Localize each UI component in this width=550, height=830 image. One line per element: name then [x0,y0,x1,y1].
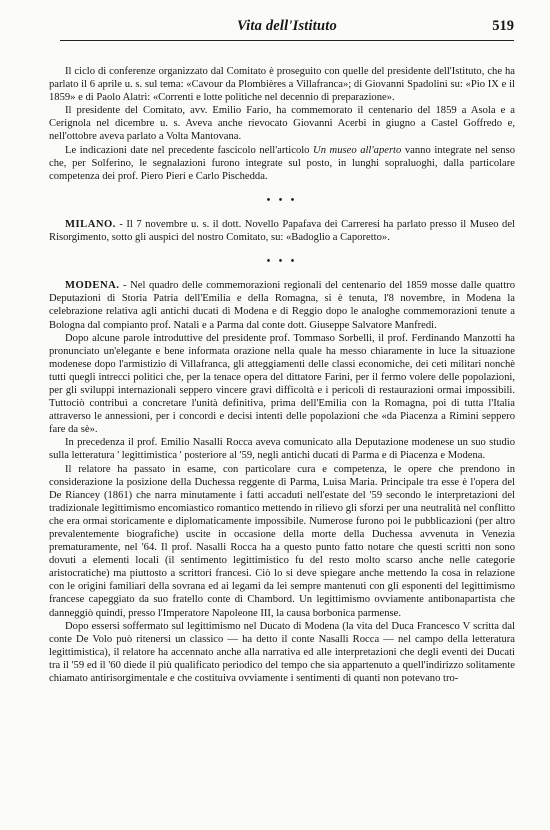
paragraph-milano: MILANO. - Il 7 novembre u. s. il dott. Novello Papafava dei Carreresi ha parlato presso il Museo del Risorgimento, sotto gli auspici del nostro Comitato, su: «Badoglio a Caporetto». [49,218,515,244]
paragraph: Il relatore ha passato in esame, con particolare cura e competenza, le opere che prendono in considerazione la posizione della Duchessa reggente di Parma, Luisa Maria. Principale tra esse è l'opera del De Riancey (1861) che narra minutamente i fatti accaduti nell'estate del '59 secondo le interpretazioni del tradizionale legittimismo encomiastico romantico mettendo in rilievo gli sforzi per una neutralità nel conflitto che era ormai storicamente e diplomaticamente impossibile. Numerose furono poi le pubblicazioni (per altro prevalentemente biografiche) uscite in occasione della morte della Duchessa avvenuta in Venezia prematuramente, nel '64. Il prof. Nasalli Rocca ha a questo punto fatto notare che questi scritti non sono dovuti a elementi locali (il sentimento legittimistico fu del resto molto scarso anche nelle categorie aristocratiche) ma piuttosto a scrittori francesi. Ciò lo si deve spiegare anche mettendo la cosa in relazione con le origini familiari della sovrana ed ai legami da lei sempre mantenuti con gli esponenti del legittimismo francese capeggiato da suo fratello conte di Chambord. Un legittimismo ovviamente antibonapartista che danneggiò quindi, presso l'Imperatore Napoleone III, la causa borbonica parmense. [49,463,515,619]
paragraph: Dopo essersi soffermato sul legittimismo nel Ducato di Modena (la vita del Duca Francesco V scritta dal conte De Volo può ritenersi un classico — ha detto il conte Nasalli Rocca — nel campo della letteratura legittimistica), il relatore ha accennato anche alla narrativa ed alle interpretazioni che degli eventi dei Ducati tra il '59 ed il '60 diede il più qualificato periodico del tempo che sia appartenuto a quell'indirizzo solitamente chiamato antirisorgimentale e che costituiva ovviamente i sentimenti di quanti non potevano tro- [49,620,515,685]
city-heading-milano: MILANO. [65,218,116,230]
paragraph: Le indicazioni date nel precedente fascicolo nell'articolo Un museo all'aperto vanno integrate nel senso che, per Solferino, le segnalazioni furono integrate sul posto, in lunghi sopraluoghi, dalla particolare competenza dei prof. Piero Pieri e Carlo Pischedda. [49,144,516,182]
running-title: Vita dell'Istituto [237,18,337,34]
page-number: 519 [492,18,514,34]
page-header [60,18,514,41]
paragraph-modena: MODENA. - Nel quadro delle commemorazioni regionali del centenario del 1859 mosse dalle quattro Deputazioni di Storia Patria dell'Emilia e della Romagna, si è tenuta, l'8 novembre, in Modena la celebrazione relativa agli antichi ducati di Modena e di Reggio dopo le analoghe commemorazioni tenute a Bologna dal compianto prof. Natali e a Parma dal conte dott. Giuseppe Salvatore Manfredi. [49,280,515,331]
paragraph: In precedenza il prof. Emilio Nasalli Rocca aveva comunicato alla Deputazione modenese un suo studio sulla letteratura ' legittimistica ' posteriore al '59, negli antichi ducati di Parma e di Piacenza e Modena. [49,437,515,462]
section-separator: • • • [266,194,298,206]
paragraph: Dopo alcune parole introduttive del presidente prof. Tommaso Sorbelli, il prof. Ferdinando Manzotti ha pronunciato un'elegante e bene informata orazione nella quale ha messo chiaramente in luce la situazione modenese dopo l'armistizio di Villafranca, gli atteggiamenti delle classi economiche, dei ceti militari nonchè tutti quegli intrecci politici che, per la tenace opera del dittatore Farini, per il fermo volere delle popolazioni, per gli sviluppi internazionali seppero vincere gravi difficoltà e i pericoli di restaurazioni ormai impossibili. Tuttociò contribuì a concretare l'unità definitiva, prima dell'Emilia con la Romagna, poi di tutta l'Italia attraverso le annessioni, per i concordi e decisi intenti delle popolazioni che «da Piacenza a Rimini seppero fare da sè». [49,332,515,436]
paragraph: Il ciclo di conferenze organizzato dal Comitato è proseguito con quelle del presidente dell'Istituto, che ha parlato il 6 aprile u. s. sul tema: «Cavour da Plombières a Villafranca»; di Giovanni Spadolini su: «Pio IX e il 1859» e di Paolo Alatri: «Correnti e lotte politiche nel decennio di preparazione». [49,66,515,104]
city-heading-modena: MODENA. [65,280,120,292]
article-title-italic: Un museo all'aperto [313,144,402,156]
article-body [49,65,515,685]
section-separator: • • • [266,256,298,268]
paragraph: Il presidente del Comitato, avv. Emilio Fario, ha commemorato il centenario del 1859 a Asola e a Cerignola nel dicembre u. s. Aveva anche rievocato Giovanni Acerbi in giugno a Castel Goffredo e, nell'ottobre aveva parlato a Volta Mantovana. [49,105,515,143]
